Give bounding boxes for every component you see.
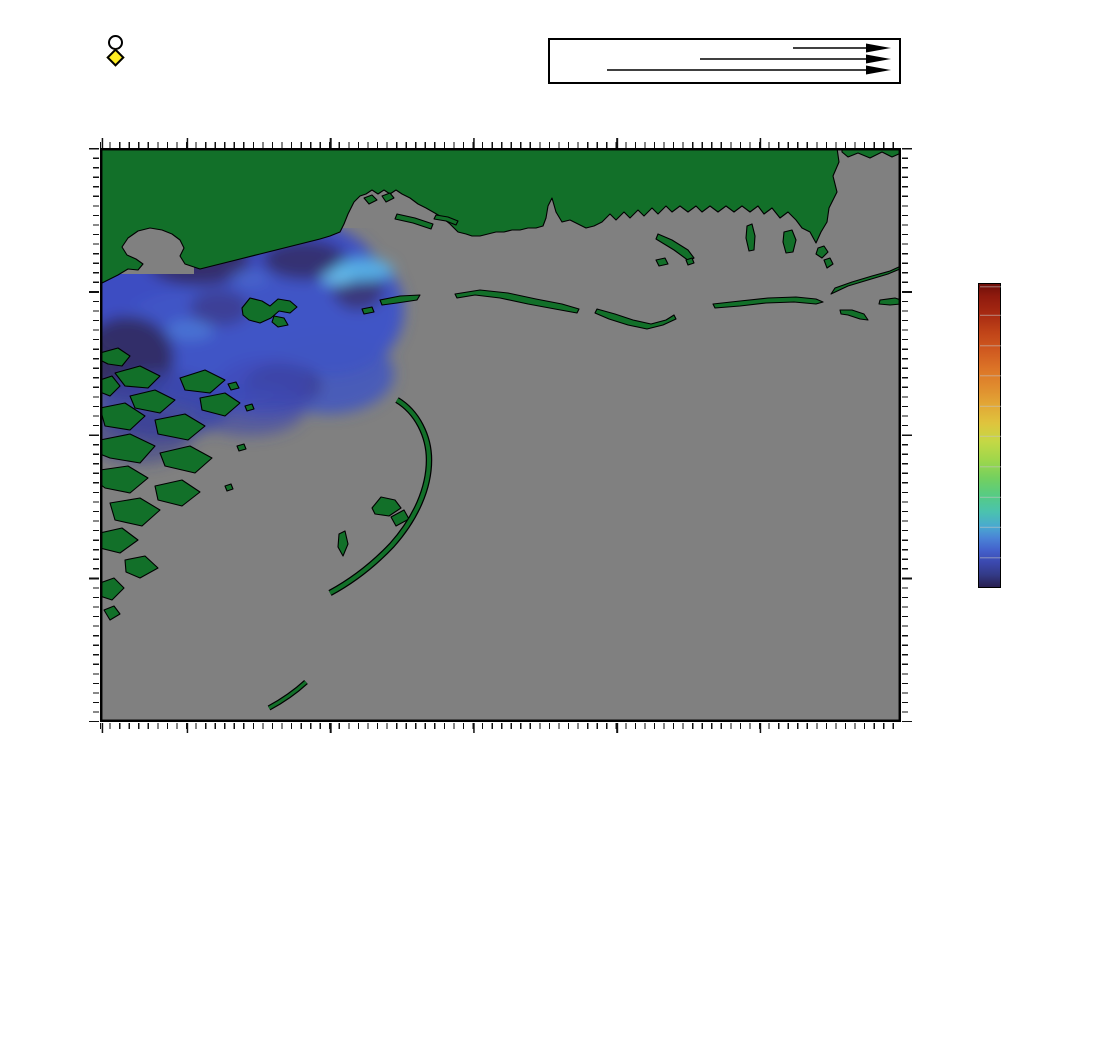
axis-ticks-top-major [100, 138, 901, 148]
diamond-marker-icon [106, 48, 124, 66]
legend-item-usm [108, 35, 127, 50]
legend-item-ndbc [108, 50, 127, 65]
axis-ticks-right-major [902, 148, 912, 722]
scale-arrows [607, 48, 869, 70]
axis-ticks-left-major [89, 148, 99, 722]
map-legend [108, 35, 127, 65]
map-graphic [100, 148, 901, 722]
axis-ticks-bottom-major [100, 723, 901, 733]
scale-arrowheads [866, 44, 891, 75]
map-canvas [100, 148, 901, 722]
vector-scale-graphic [550, 40, 895, 78]
speed-colorbar [978, 283, 1001, 588]
vector-scale-box [548, 38, 901, 84]
